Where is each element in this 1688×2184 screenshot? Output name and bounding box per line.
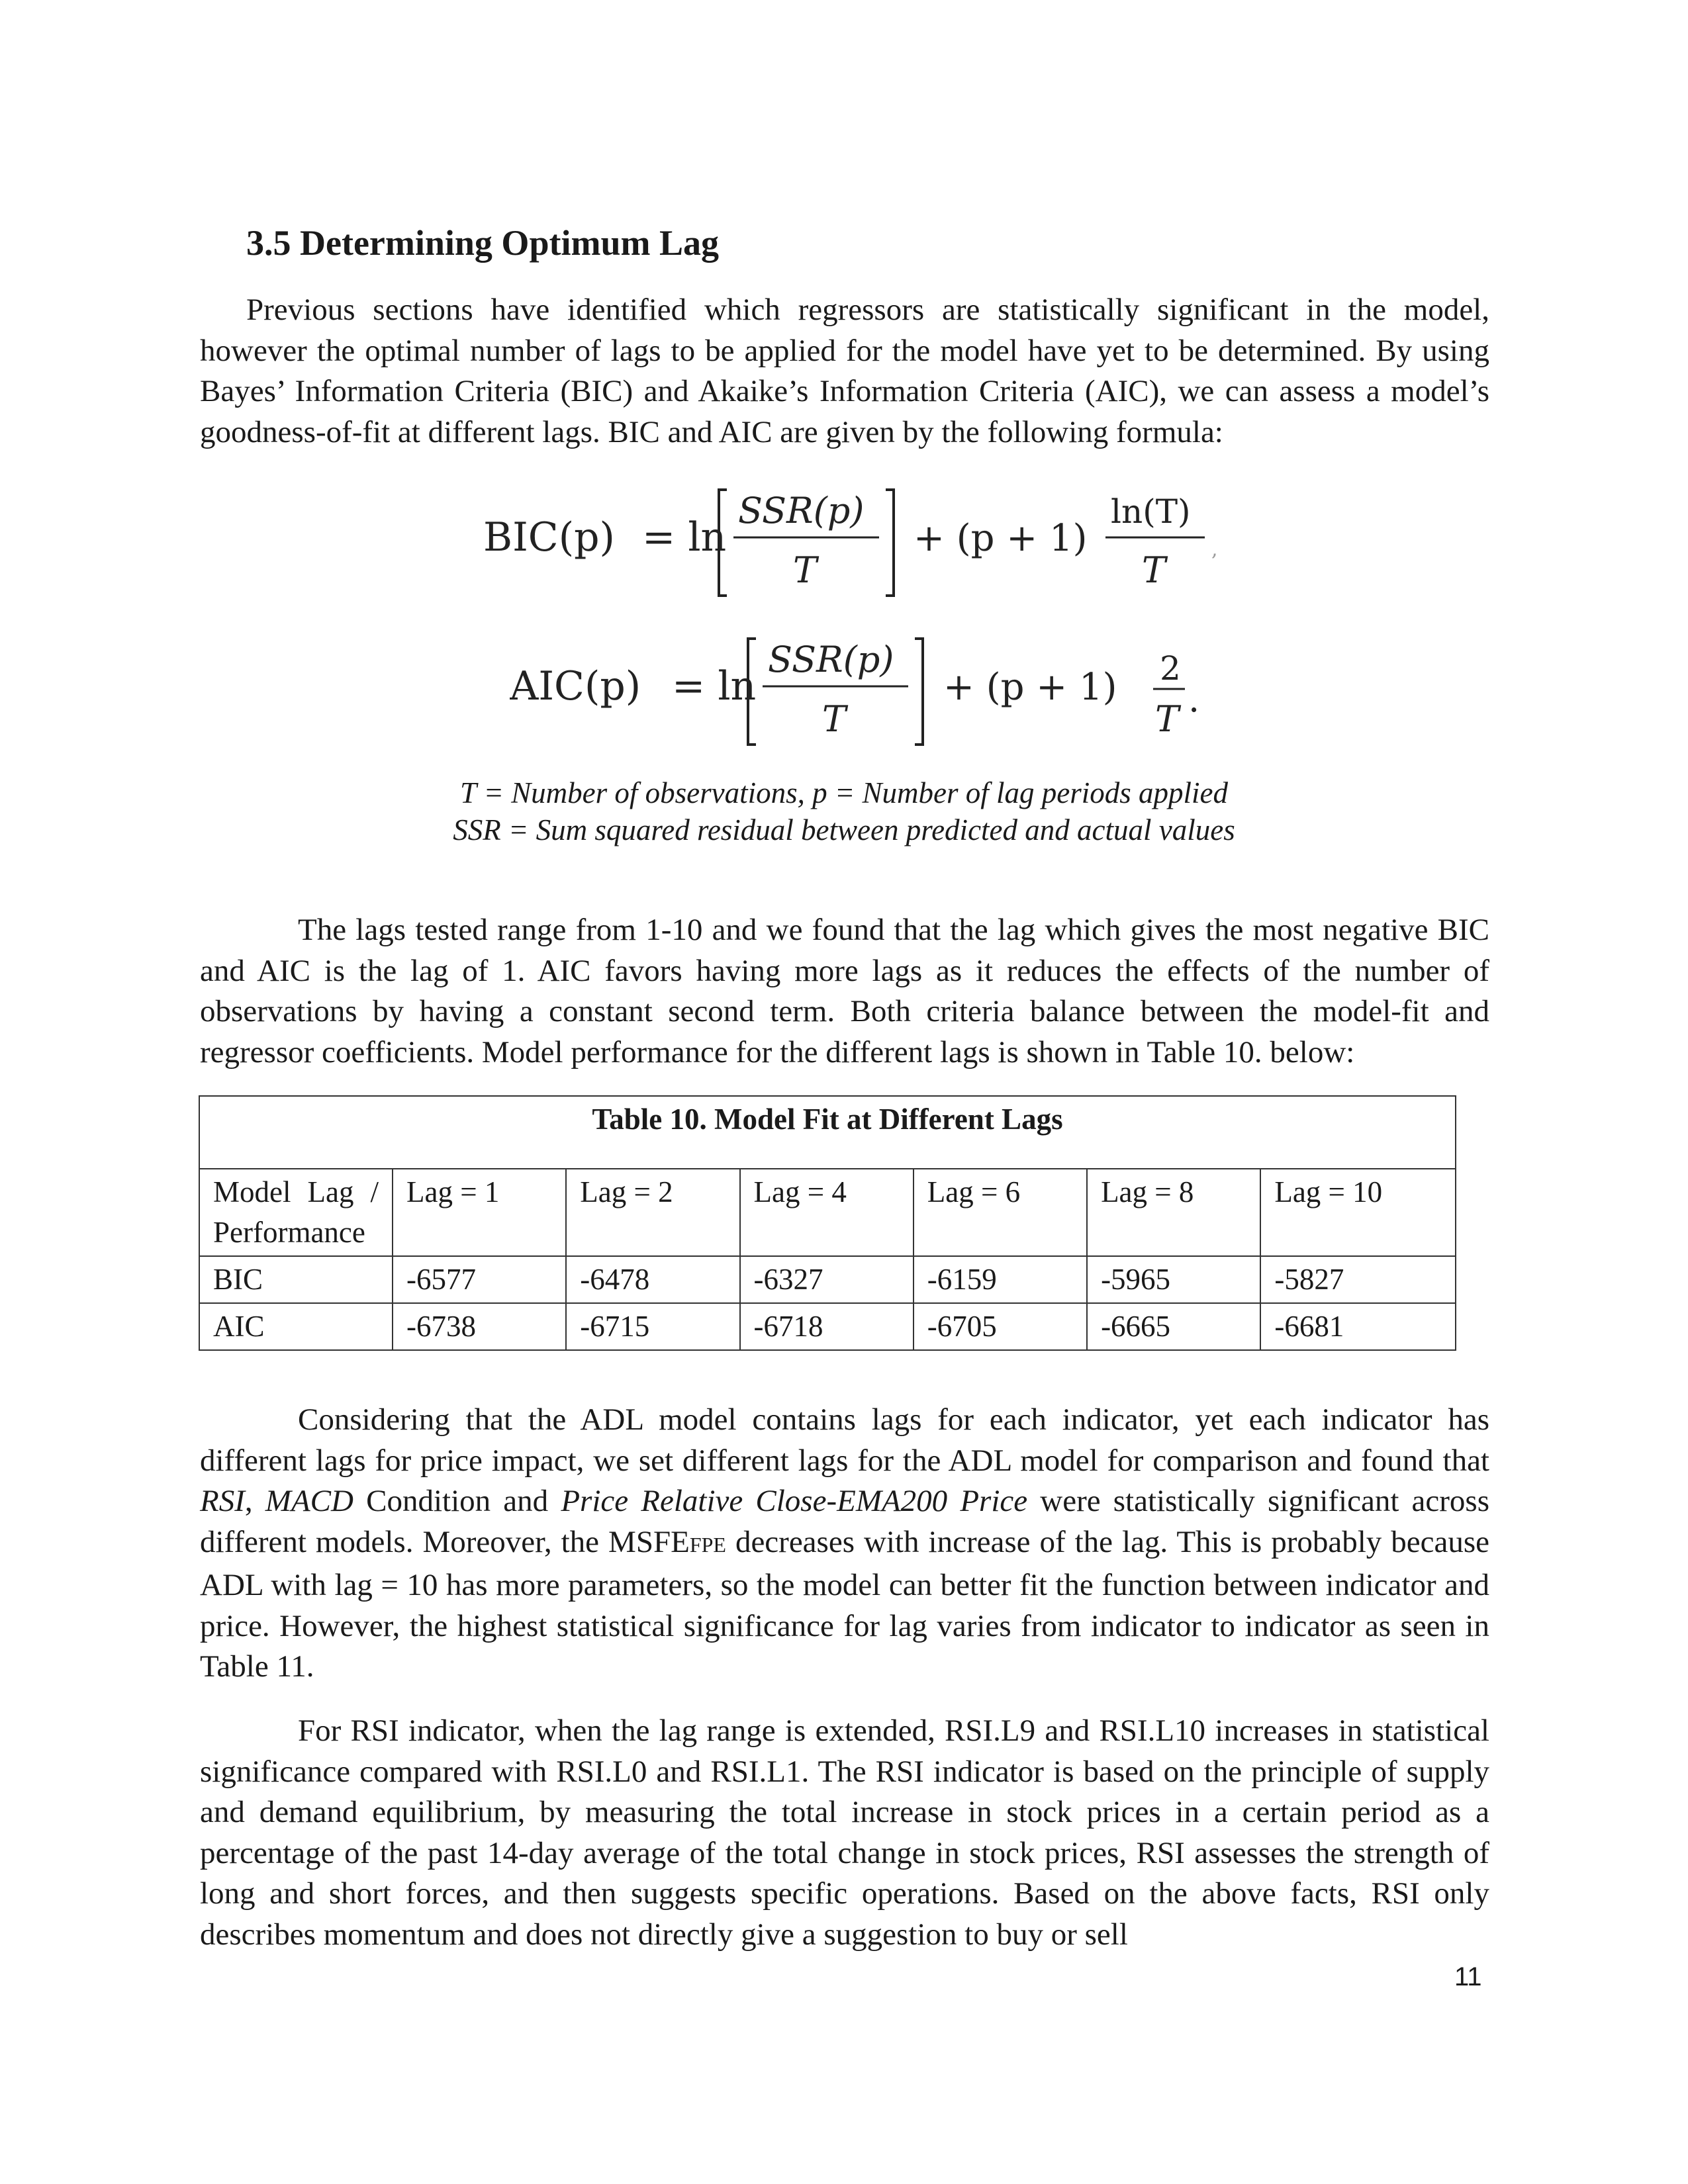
- bic-numerator: SSR(p): [738, 490, 865, 531]
- table-cell: -6738: [393, 1303, 566, 1350]
- aic-denominator2: T: [1155, 698, 1180, 740]
- msfe-subscript: FPE: [689, 1532, 726, 1557]
- table-cell: -6665: [1087, 1303, 1260, 1350]
- table-header-cell: Lag = 1: [393, 1169, 566, 1256]
- term-rsi: RSI: [200, 1484, 245, 1518]
- table-cell: -6715: [566, 1303, 739, 1350]
- definition-line-1: T = Number of observations, p = Number of lag periods applied: [460, 776, 1228, 809]
- table-header-row: [199, 1169, 1456, 1256]
- bic-denominator: T: [793, 549, 818, 591]
- bic-formula: [483, 477, 1244, 602]
- table-cell: -6478: [566, 1256, 739, 1303]
- bic-plus: + (p + 1): [914, 517, 1088, 560]
- page-number: 11: [1454, 1962, 1482, 1991]
- paragraph-adl-text: decreases with increase of the lag. This is probably because ADL with lag = 10 has more parameters, so the model can better fit the function between indicator and price. However, the highest statistical significance for lag varies from indicator to indicator as seen in Table 11.: [200, 1524, 1490, 1684]
- table-header-cell: Lag = 6: [914, 1169, 1087, 1256]
- table-header-cell: Model Lag / Performance: [199, 1169, 393, 1256]
- bic-eq: = ln: [642, 514, 727, 561]
- table-row: [199, 1303, 1456, 1350]
- aic-denominator: T: [822, 698, 847, 740]
- definition-line-2: SSR = Sum squared residual between predicted and actual values: [453, 813, 1235, 846]
- model-fit-table: [199, 1095, 1456, 1351]
- table-cell: -5827: [1260, 1256, 1456, 1303]
- aic-lhs: AIC(p): [510, 663, 641, 709]
- table-header-cell: Lag = 8: [1087, 1169, 1260, 1256]
- table-header-cell: Lag = 4: [740, 1169, 914, 1256]
- table-cell: -6718: [740, 1303, 914, 1350]
- term-macd: MACD: [265, 1484, 353, 1518]
- aic-tail: .: [1188, 678, 1200, 720]
- bic-denominator2: T: [1142, 549, 1166, 591]
- table-cell: AIC: [199, 1303, 393, 1350]
- table-cell: -6159: [914, 1256, 1087, 1303]
- paragraph-adl-text: Considering that the ADL model contains lags for each indicator, yet each indicator has different lags for price impact, we set different lags for the ADL model for comparison and found that: [200, 1402, 1489, 1478]
- paragraph-rsi: For RSI indicator, when the lag range is extended, RSI.L9 and RSI.L10 increases in statistical significance compared with RSI.L0 and RSI.L1. The RSI indicator is based on the principle of supply and demand equilibrium, by measuring the total increase in stock prices in a certain period as a percentage of the past 14-day average of the total change in stock prices, RSI assesses the strength of long and short forces, and then suggests specific operations. Based on the above facts, RSI only describes momentum and does not directly give a suggestion to buy or sell: [200, 1713, 1489, 1952]
- aic-eq: = ln: [672, 663, 757, 709]
- paragraph-adl-text: Condition and: [353, 1484, 561, 1518]
- paragraph-adl: [200, 1400, 1489, 1688]
- paragraph-lags: The lags tested range from 1-10 and we found that the lag which gives the most negative BIC and AIC is the lag of 1. AIC favors having more lags as it reduces the effects of the number of observations by having a constant second term. Both criteria balance between the model-fit and regressor coefficients. Model performance for the different lags is shown in Table 10. below:: [200, 913, 1489, 1069]
- table-cell: BIC: [199, 1256, 393, 1303]
- table-cell: -5965: [1087, 1256, 1260, 1303]
- aic-numerator: SSR(p): [768, 639, 894, 680]
- table-row: [199, 1256, 1456, 1303]
- section-heading: 3.5 Determining Optimum Lag: [246, 223, 719, 263]
- table-cell: -6705: [914, 1303, 1087, 1350]
- table-cell: -6327: [740, 1256, 914, 1303]
- aic-formula: [510, 625, 1225, 751]
- table-cell: -6577: [393, 1256, 566, 1303]
- bic-numerator2: ln(T): [1111, 492, 1191, 531]
- table-caption: Table 10. Model Fit at Different Lags: [199, 1096, 1456, 1169]
- paragraph-adl-comma: ,: [244, 1484, 265, 1518]
- bic-tail: ,: [1211, 538, 1218, 561]
- table-cell: -6681: [1260, 1303, 1456, 1350]
- paragraph-intro: Previous sections have identified which regressors are statistically significant in the model, however the optimal number of lags to be applied for the model have yet to be determined. By using Bayes’ Information Criteria (BIC) and Akaike’s Information Criteria (AIC), we can assess a model’s goodness-of-fit at different lags. BIC and AIC are given by the following formula:: [200, 293, 1489, 449]
- bic-lhs: BIC(p): [483, 514, 615, 561]
- table-header-cell: Lag = 2: [566, 1169, 739, 1256]
- table-caption-row: [199, 1096, 1456, 1169]
- paragraph-adl-text: were statistically significant across different models. Moreover, the MSFE: [200, 1484, 1490, 1559]
- aic-numerator2: 2: [1160, 649, 1181, 688]
- aic-plus: + (p + 1): [943, 666, 1117, 709]
- term-price-relative: Price Relative Close-EMA200 Price: [561, 1484, 1028, 1518]
- table-header-cell: Lag = 10: [1260, 1169, 1456, 1256]
